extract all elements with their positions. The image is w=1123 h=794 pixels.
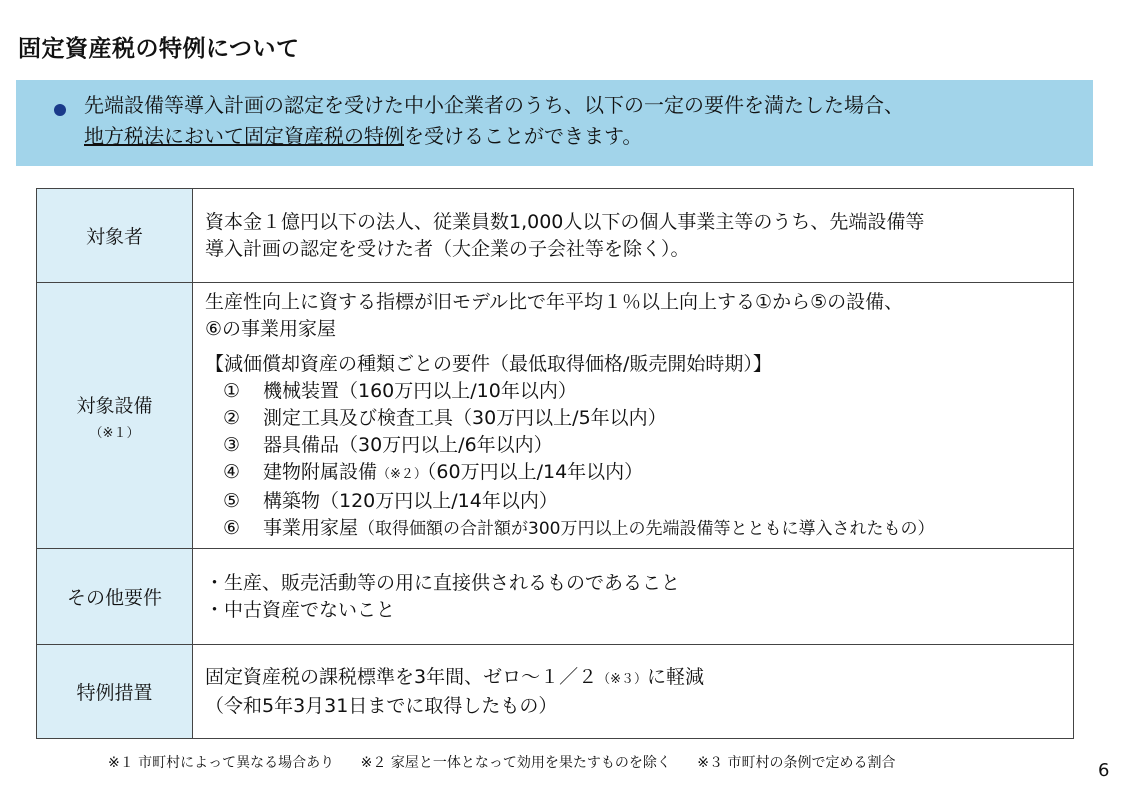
row-body-other-requirements <box>193 549 1074 645</box>
list-item-text: 器具備品（30万円以上/6年以内） <box>263 433 553 456</box>
row-head-target-equipment <box>37 283 193 549</box>
other-requirement-line-1: ・生産、販売活動等の用に直接供されるものであること <box>205 571 681 594</box>
list-item-number: ⑥ <box>223 516 241 539</box>
row-head-target-person: 対象者 <box>37 189 193 283</box>
row-body-target-person <box>193 189 1074 283</box>
table-row-other-requirements <box>37 549 1074 645</box>
footnote-1: ※１ 市町村によって異なる場合あり <box>108 755 335 771</box>
banner-line-2 <box>84 121 1073 152</box>
target-equipment-label: 対象設備 <box>76 394 153 417</box>
row-head-other-requirements: その他要件 <box>37 549 193 645</box>
list-item-text: 構築物（120万円以上/14年以内） <box>263 489 558 512</box>
list-item-text: 測定工具及び検査工具（30万円以上/5年以内） <box>263 406 667 429</box>
page-title: 固定資産税の特例について <box>18 36 300 62</box>
table-row-target-person <box>37 189 1074 283</box>
list-item-number: ② <box>223 406 241 429</box>
target-person-line-2: 導入計画の認定を受けた者（大企業の子会社等を除く）。 <box>205 237 690 260</box>
summary-banner <box>16 80 1093 166</box>
requirements-table <box>36 188 1074 739</box>
footnote-2: ※２ 家屋と一体となって効用を果たすものを除く <box>360 755 671 771</box>
target-person-line-1: 資本金１億円以下の法人、従業員数1,000人以下の個人事業主等のうち、先端設備等 <box>205 210 925 233</box>
special-measure-note: （※３） <box>597 671 647 687</box>
list-item-detail: （取得価額の合計額が300万円以上の先端設備等とともに導入されたもの） <box>358 518 935 539</box>
footnote-3: ※３ 市町村の条例で定める割合 <box>697 755 896 771</box>
special-measure-line-1 <box>205 664 1061 693</box>
special-measure-end: に軽減 <box>647 665 705 688</box>
list-item-number: ① <box>223 379 241 402</box>
list-item-detail: （60万円以上/14年以内） <box>426 460 644 483</box>
target-equipment-note: （※１） <box>89 425 140 441</box>
list-item <box>205 378 1061 405</box>
list-item <box>205 432 1061 459</box>
list-item-number: ③ <box>223 433 241 456</box>
other-requirement-line-2: ・中古資産でないこと <box>205 598 396 621</box>
equipment-sub-heading: 【減価償却資産の種類ごとの要件（最低取得価格/販売開始時期）】 <box>205 352 772 375</box>
list-item-text: 建物附属設備 <box>263 460 378 483</box>
table-row-special-measure <box>37 645 1074 739</box>
row-head-special-measure: 特例措置 <box>37 645 193 739</box>
table-row-target-equipment <box>37 283 1074 549</box>
list-item-text: 機械装置（160万円以上/10年以内） <box>263 379 577 402</box>
page-number: 6 <box>1098 760 1110 781</box>
list-item-text: 事業用家屋 <box>263 516 359 539</box>
list-item <box>205 459 1061 488</box>
list-item <box>205 405 1061 432</box>
list-item <box>205 515 1061 543</box>
list-item-note: （※２） <box>377 466 427 482</box>
footnotes <box>108 752 917 772</box>
banner-line-2-rest: を受けることができます。 <box>404 124 643 148</box>
list-item-number: ⑤ <box>223 489 241 512</box>
special-measure-line-2: （令和5年3月31日までに取得したもの） <box>205 694 558 717</box>
equipment-intro-line-2: ⑥の事業用家屋 <box>205 317 337 340</box>
banner-line-1: 先端設備等導入計画の認定を受けた中小企業者のうち、以下の一定の要件を満たした場合、 <box>84 93 904 117</box>
equipment-item-list <box>205 378 1061 543</box>
row-body-special-measure <box>193 645 1074 739</box>
special-measure-main: 固定資産税の課税標準を3年間、ゼロ～１／２ <box>205 665 598 688</box>
list-item-number: ④ <box>223 460 241 483</box>
row-body-target-equipment <box>193 283 1074 549</box>
equipment-intro-line-1: 生産性向上に資する指標が旧モデル比で年平均１％以上向上する①から⑤の設備、 <box>205 290 904 313</box>
banner-underlined-text: 地方税法において固定資産税の特例 <box>84 124 404 148</box>
list-item <box>205 488 1061 515</box>
bullet-icon <box>54 104 66 116</box>
